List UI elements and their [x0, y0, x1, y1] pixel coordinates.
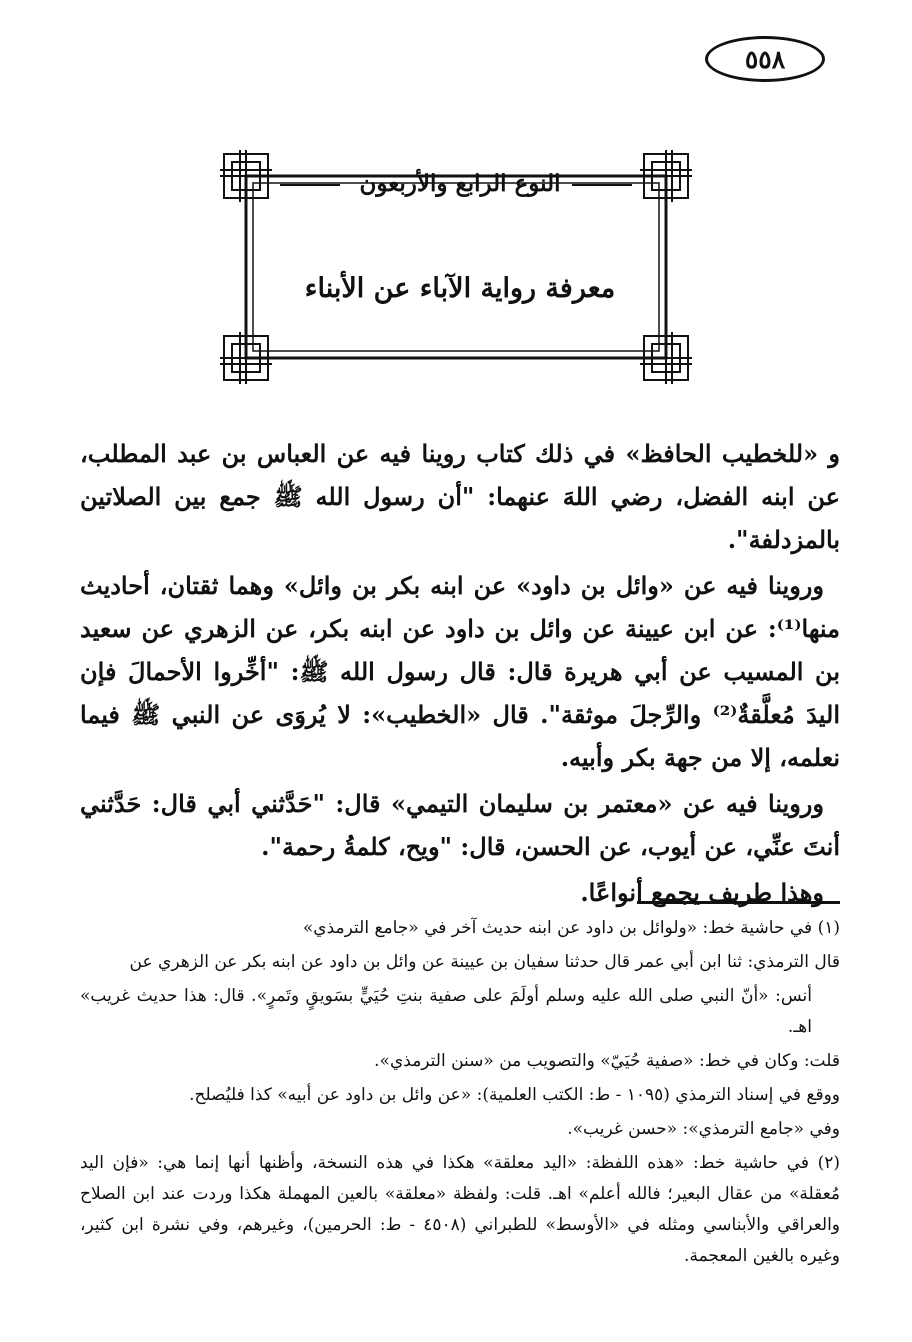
paragraph: وهذا طريف يجمع أنواعًا.: [580, 878, 824, 907]
footnote-line: قال الترمذي: ثنا ابن أبي عمر قال حدثنا سفيان بن عيينة عن وائل بن داود عن ابنه بكر عن الزهري عن: [129, 952, 840, 972]
page-number: ٥٥٨: [705, 36, 825, 82]
footnote-line: (٢) في حاشية خط: «هذه اللفظة: «اليد معلقة» هكذا في هذه النسخة، وأظنها أنها إنما هي: «فإن اليد مُعقلة» من عقال البعير؛ فالله أعلم» اهـ. قلت: ولفظة «معلقة» بالعين المهملة هكذا وردت عند ابن الصلاح والعراقي والأبناسي ومثله في «الأوسط» للطبراني (٤٥٠٨ - ط: الحرمين)، وغيرهم، وفي نشرة ابن كثير، وغيره بالغين المعجمة.: [80, 1153, 841, 1266]
footnote-line: أنس: «أنّ النبي صلى الله عليه وسلم أولَمَ على صفية بنتِ حُيَيٍّ بسَويقٍ وتَمرٍ». قال: هذا حديث غريب» اهـ.: [80, 986, 812, 1037]
footnotes: [80, 913, 840, 1275]
corner-ornament-icon: [640, 150, 692, 202]
footnote-line: قلت: وكان في خط: «صفية حُيَيّ» والتصويب من «سنن الترمذي».: [374, 1051, 840, 1071]
paragraph: وروينا فيه عن «وائل بن داود» عن ابنه بكر بن وائل» وهما ثقتان، أحاديث منها⁽¹⁾: عن ابن عيينة عن وائل بن داود عن ابنه بكر، عن الزهري عن سعيد بن المسيب عن أبي هريرة قال: قال رسول الله ﷺ: "أخِّروا الأحمالَ فإن اليدَ مُعلَّقةٌ⁽²⁾ والرِّجلَ موثقة". قال «الخطيب»: لا يُروَى عن النبي ﷺ فيما نعلمه، إلا من جهة بكر وأبيه.: [80, 571, 840, 772]
paragraph: وروينا فيه عن «معتمر بن سليمان التيمي» قال: "حَدَّثني أبي قال: حَدَّثني أنتَ عنِّي، عن أيوب، عن الحسن، قال: "ويح، كلمةُ رحمة".: [80, 789, 840, 861]
chapter-title: معرفة رواية الآباء عن الأبناء: [304, 273, 616, 304]
main-text: [80, 432, 840, 917]
footnote-line: ووقع في إسناد الترمذي (١٠٩٥ - ط: الكتب العلمية): «عن وائل بن داود عن أبيه» كذا فليُصلح.: [189, 1085, 840, 1105]
corner-ornament-icon: [220, 150, 272, 202]
corner-ornament-icon: [640, 332, 692, 384]
paragraph: و «للخطيب الحافظ» في ذلك كتاب روينا فيه عن العباس بن عبد المطلب، عن ابنه الفضل، رضي اللهَ عنهما: "أن رسول الله ﷺ جمع بين الصلاتين بالمزدلفة".: [80, 439, 840, 554]
footnote-separator: [637, 901, 840, 904]
footnote-line: (١) في حاشية خط: «ولوائل بن داود عن ابنه حديث آخر في «جامع الترمذي»: [302, 918, 840, 938]
corner-ornament-icon: [220, 332, 272, 384]
footnote-line: وفي «جامع الترمذي»: «حسن غريب».: [567, 1119, 840, 1139]
chapter-type-heading: النوع الرابع والأربعون: [359, 170, 561, 197]
